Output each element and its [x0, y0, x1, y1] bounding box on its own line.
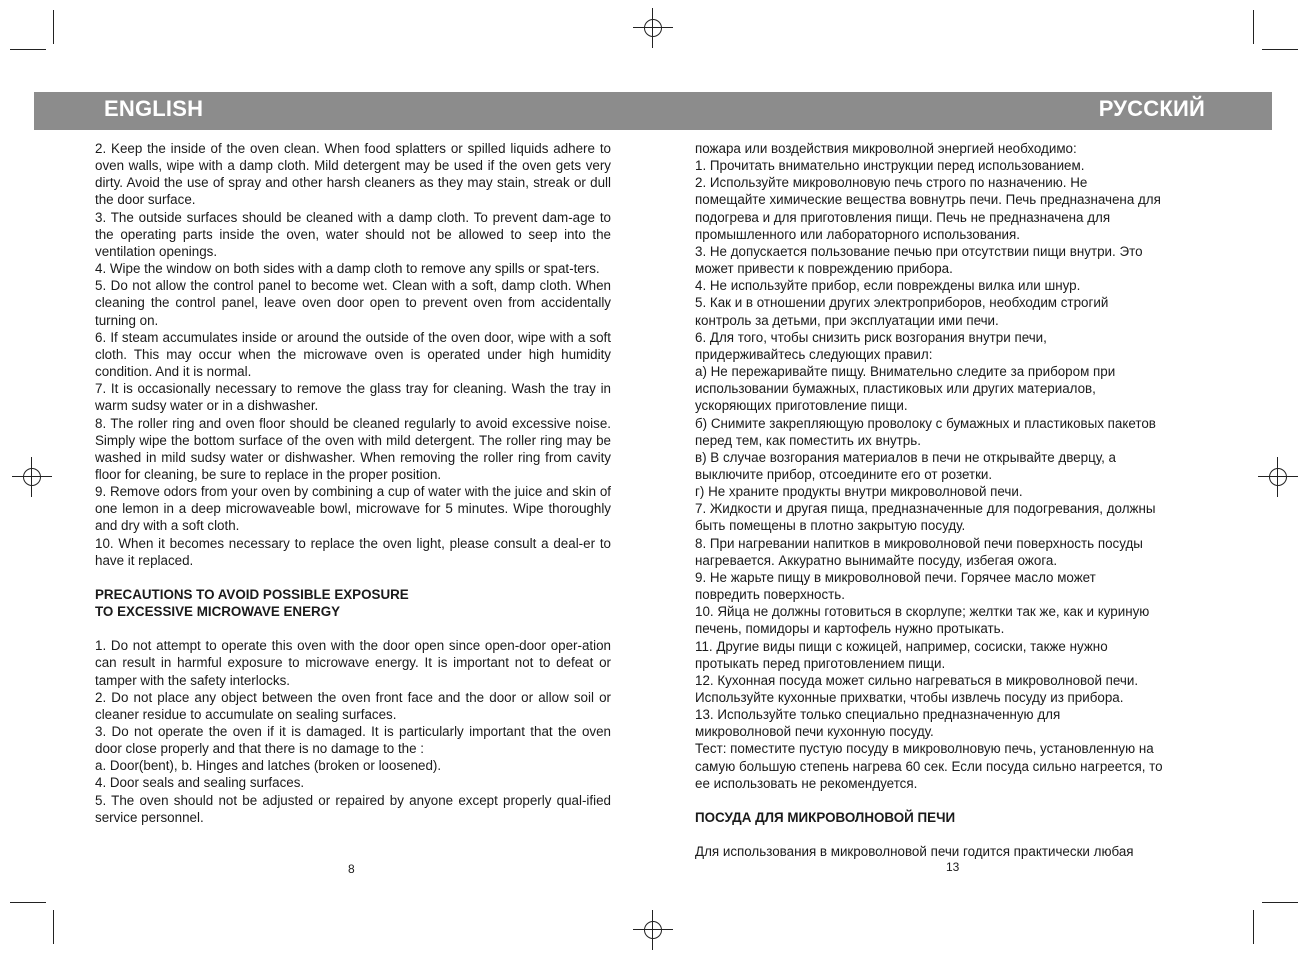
cleaning-item: 6. If steam accumulates inside or around the outside of the oven door, wipe with a soft cloth. This may occur when the microwave oven is operated under high humidity condition. And it is normal. — [95, 329, 611, 380]
russian-line: быть помещены в плотно закрытую посуду. — [695, 518, 966, 534]
cleaning-item: 7. It is occasionally necessary to remove the glass tray for cleaning. Wash the tray in warm sudsy water or in a dishwasher. — [95, 381, 611, 414]
registration-mark-left — [12, 457, 52, 497]
russian-line: пожара или воздействия микроволной энергией необходимо: — [695, 141, 1077, 156]
russian-line: 8. При нагревании напитков в микроволновой печи поверхность посуды — [695, 535, 1143, 551]
russian-line: 1. Прочитать внимательно инструкции перед использованием. — [695, 158, 1085, 174]
russian-line: 6. Для того, чтобы снизить риск возгорания внутри печи, — [695, 329, 1047, 345]
language-heading-russian: РУССКИЙ — [1098, 96, 1205, 121]
russian-line: может привести к повреждению прибора. — [695, 261, 953, 277]
crop-mark — [53, 10, 54, 44]
russian-line: микроволновой печи кухонную посуду. — [695, 724, 934, 740]
russian-line: 7. Жидкости и другая пища, предназначенные для подогревания, должны — [695, 501, 1156, 517]
precaution-item: 3. Do not operate the oven if it is damaged. It is particularly important that the oven door close properly and that there is no damage to the : — [95, 724, 611, 757]
precaution-item: 1. Do not attempt to operate this oven with the door open since open-door oper-ation can result in harmful exposure to microwave energy. It is important not to defeat or tamper with the safety interlocks. — [95, 638, 611, 688]
crop-mark — [10, 902, 46, 903]
registration-mark-top — [633, 8, 673, 48]
russian-line: помещайте химические вещества вовнутрь печи. Печь предназначена для — [695, 192, 1161, 208]
russian-line: 5. Как и в отношении других электроприборов, необходим строгий — [695, 295, 1109, 311]
russian-line: повредить поверхность. — [695, 587, 846, 603]
russian-line: 9. Не жарьте пищу в микроволновой печи. Горячее масло может — [695, 569, 1096, 585]
precautions-title-line-1: PRECAUTIONS TO AVOID POSSIBLE EXPOSURE — [95, 586, 409, 602]
russian-line: ускоряющих приготовление пищи. — [695, 398, 908, 414]
header-bar — [34, 92, 1272, 130]
russian-line: Используйте кухонные прихватки, чтобы извлечь посуду из прибора. — [695, 690, 1124, 705]
precautions-title-line-2: TO EXCESSIVE MICROWAVE ENERGY — [95, 604, 341, 620]
crop-mark — [1262, 902, 1298, 903]
russian-line: 12. Кухонная посуда может сильно нагреваться в микроволновой печи. — [695, 672, 1139, 688]
russian-line: печень, помидоры и картофель нужно протыкать. — [695, 621, 1005, 637]
russian-line: контроль за детьми, при эксплуатации ими печи. — [695, 312, 999, 328]
russian-line: 11. Другие виды пищи с кожицей, например, сосиски, также нужно — [695, 638, 1108, 654]
russian-line: Для использования в микроволновой печи годится практически любая — [695, 844, 1134, 860]
cleaning-item: 8. The roller ring and oven floor should be cleaned regularly to avoid excessive noise. Simply wipe the bottom surface of the oven with mild detergent. The roller ring may be washed in mild sudsy water or dishwasher. When removing the roller ring from cavity floor for cleaning, be sure to replace in the proper position. — [95, 415, 611, 482]
crop-mark — [1253, 910, 1254, 944]
russian-line: ее использовать не рекомендуется. — [695, 775, 918, 791]
russian-line: перед тем, как поместить их внутрь. — [695, 432, 921, 448]
registration-mark-right — [1258, 457, 1298, 497]
registration-mark-bottom — [633, 910, 673, 950]
russian-line: в) В случае возгорания материалов в печи не открывайте дверцу, а — [695, 449, 1116, 465]
crop-mark — [53, 910, 54, 944]
cleaning-item: 5. Do not allow the control panel to become wet. Clean with a soft, damp cloth. When cleaning the control panel, leave oven door open to prevent oven from accidentally turning on. — [95, 278, 611, 328]
russian-line: 13. Используйте только специально предназначенную для — [695, 707, 1061, 723]
russian-line: 4. Не используйте прибор, если повреждены вилка или шнур. — [695, 278, 1081, 294]
cleaning-item: 2. Keep the inside of the oven clean. When food splatters or spilled liquids adhere to oven walls, wipe with a damp cloth. Mild detergent may be used if the oven gets very dirty. Avoid the use of spray and other harsh cleaners as they may stain, streak or dull the door surface. — [95, 141, 611, 208]
precaution-item: 2. Do not place any object between the oven front face and the door or allow soil or cleaner residue to accumulate on sealing surfaces. — [95, 689, 611, 722]
russian-line: использовании бумажных, пластиковых или других материалов, — [695, 381, 1096, 397]
russian-line: 10. Яйца не должны готовиться в скорлупе; желтки так же, как и куриную — [695, 604, 1150, 620]
crop-mark — [1253, 10, 1254, 44]
cookware-section-title: ПОСУДА ДЛЯ МИКРОВОЛНОВОЙ ПЕЧИ — [695, 809, 956, 825]
cleaning-item: 4. Wipe the window on both sides with a damp cloth to remove any spills or spat-ters. — [95, 261, 600, 277]
russian-line: промышленного или лабораторного использования. — [695, 226, 1020, 242]
russian-line: б) Снимите закрепляющую проволоку с бумажных и пластиковых пакетов — [695, 415, 1156, 431]
russian-line: протыкать перед приготовлением пищи. — [695, 655, 946, 671]
language-heading-english: ENGLISH — [104, 96, 204, 121]
precaution-item: a. Door(bent), b. Hinges and latches (broken or loosened). — [95, 758, 442, 774]
page-number-left: 8 — [348, 862, 355, 876]
page-number-right: 13 — [946, 860, 960, 874]
russian-line: а) Не пережаривайте пищу. Внимательно следите за прибором при — [695, 364, 1116, 380]
russian-line: нагревается. Аккуратно вынимайте посуду, избегая ожога. — [695, 552, 1058, 568]
russian-line: выключите прибор, отсоедините его от розетки. — [695, 466, 993, 482]
russian-line: Тест: поместите пустую посуду в микроволновую печь, установленную на — [695, 741, 1154, 757]
precaution-item: 5. The oven should not be adjusted or repaired by anyone except properly qual-ified service personnel. — [95, 792, 611, 825]
precaution-item: 4. Door seals and sealing surfaces. — [95, 775, 305, 791]
crop-mark — [10, 49, 46, 50]
russian-line: 3. Не допускается пользование печью при отсутствии пищи внутри. Это — [695, 243, 1143, 259]
cleaning-item: 10. When it becomes necessary to replace the oven light, please consult a deal-er to have it replaced. — [95, 535, 611, 568]
crop-mark — [1262, 49, 1298, 50]
russian-column — [695, 140, 1213, 860]
russian-line: г) Не храните продукты внутри микроволновой печи. — [695, 484, 1023, 500]
russian-line: придерживайтесь следующих правил: — [695, 346, 933, 362]
cleaning-item: 9. Remove odors from your oven by combining a cup of water with the juice and skin of one lemon in a deep microwaveable bowl, microwave for 5 minutes. Wipe thoroughly and dry with a soft cloth. — [95, 484, 611, 534]
english-column — [95, 140, 611, 826]
russian-line: самую большую степень нагрева 60 сек. Если посуда сильно нагреется, то — [695, 758, 1163, 774]
russian-line: 2. Используйте микроволновую печь строго по назначению. Не — [695, 175, 1088, 191]
russian-line: подогрева и для приготовления пищи. Печь не предназначена для — [695, 209, 1111, 225]
cleaning-item: 3. The outside surfaces should be cleaned with a damp cloth. To prevent dam-age to the operating parts inside the oven, water should not be allowed to seep into the ventilation openings. — [95, 209, 611, 259]
